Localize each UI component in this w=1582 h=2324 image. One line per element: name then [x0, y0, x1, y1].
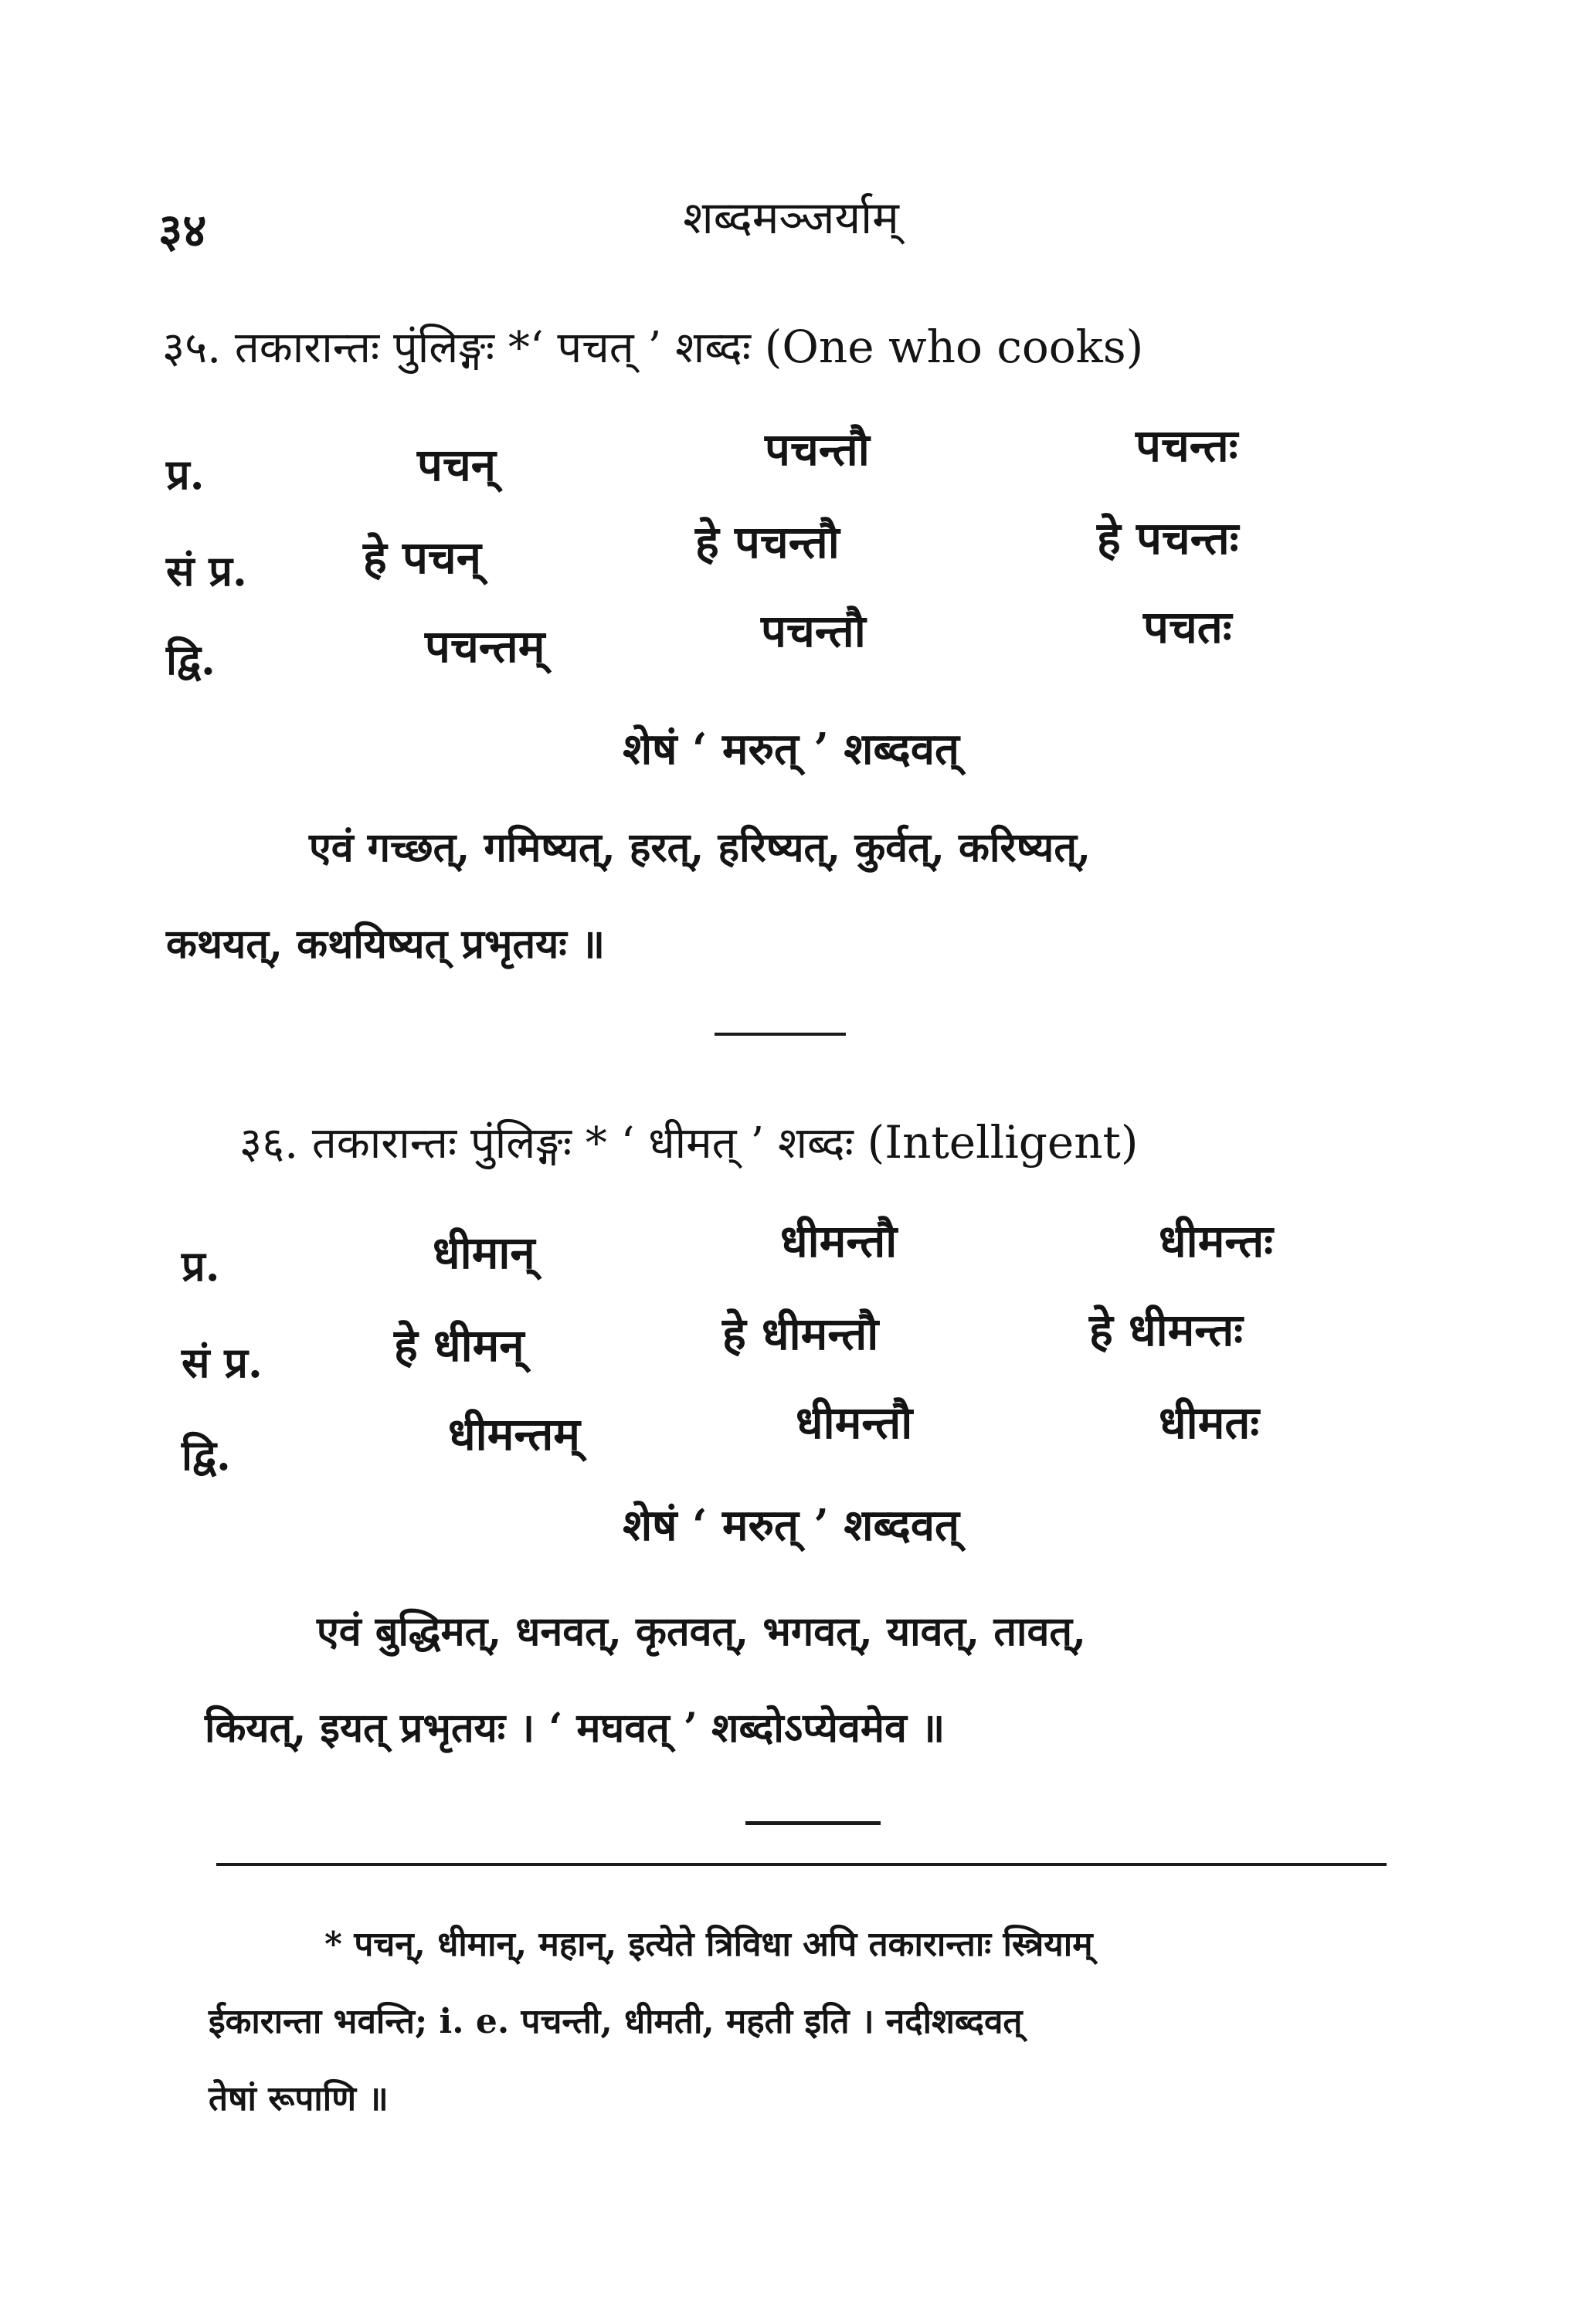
section-36-heading — [239, 1112, 1139, 1171]
form-dual: हे धीमन्तौ — [722, 1308, 879, 1360]
form-singular: धीमान् — [433, 1226, 535, 1279]
case-label: द्वि. — [166, 635, 216, 684]
form-singular: पचन्तम् — [425, 620, 545, 673]
form-plural: हे धीमन्तः — [1089, 1304, 1244, 1356]
form-plural: धीमन्तः — [1159, 1215, 1274, 1267]
section-35-heading — [162, 317, 1143, 375]
form-singular: पचन् — [417, 439, 496, 491]
running-head: शब्दमञ्जर्याम् — [683, 192, 899, 244]
page-number: ३४ — [158, 204, 207, 258]
form-plural: हे पचन्तः — [1097, 512, 1239, 565]
case-label: द्वि. — [182, 1430, 231, 1480]
paragraph-line: कियत्, इयत् प्रभृतयः । ‘ मघवत् ’ शब्दोऽप्येवमेव ॥ — [205, 1705, 945, 1752]
form-plural: पचन्तः — [1136, 419, 1238, 472]
section-number: ३६. — [239, 1118, 299, 1169]
form-singular: हे पचन् — [363, 531, 481, 584]
paragraph-line: कथयत्, कथयिष्यत् प्रभृतयः ॥ — [166, 921, 606, 968]
rest-declension-note: शेषं ‘ मरुत् ’ शब्दवत् — [623, 1500, 959, 1551]
form-dual: धीमन्तौ — [780, 1215, 898, 1267]
form-dual: हे पचन्तौ — [695, 516, 840, 568]
footnote-line: * पचन्, धीमान्, महान्, इत्येते त्रिविधा अपि तकारान्ताः स्त्रियाम् — [324, 1925, 1093, 1964]
form-dual: धीमन्तौ — [796, 1396, 913, 1449]
form-plural: धीमतः — [1159, 1396, 1260, 1449]
case-label: प्र. — [166, 450, 205, 499]
footnote-rule — [216, 1863, 1387, 1866]
form-dual: पचन्तौ — [765, 423, 870, 476]
form-singular: हे धीमन् — [394, 1319, 525, 1372]
english-gloss: (One who cooks) — [764, 321, 1144, 373]
form-singular: धीमन्तम् — [448, 1408, 580, 1461]
case-label: सं प्र. — [182, 1338, 263, 1387]
section-number: ३५. — [162, 323, 222, 373]
english-gloss: (Intelligent) — [867, 1116, 1139, 1169]
footnote-line: ईकारान्ता भवन्ति; i. e. पचन्ती, धीमती, महती इति । नदीशब्दवत् — [209, 2002, 1023, 2041]
paragraph-line: एवं बुद्धिमत्, धनवत्, कृतवत्, भगवत्, यावत्, तावत्, — [317, 1608, 1087, 1655]
form-plural: पचतः — [1143, 601, 1232, 653]
section-title: तकारान्तः पुंलिङ्गः *‘ पचत् ’ शब्दः — [234, 323, 751, 373]
case-label: सं प्र. — [166, 546, 247, 595]
section-title: तकारान्तः पुंलिङ्गः * ‘ धीमत् ’ शब्दः — [311, 1118, 854, 1169]
section-divider — [715, 1033, 846, 1036]
footnote-line: तेषां रूपाणि ॥ — [209, 2079, 389, 2119]
rest-declension-note: शेषं ‘ मरुत् ’ शब्दवत् — [623, 724, 959, 775]
paragraph-line: एवं गच्छत्, गमिष्यत्, हरत्, हरिष्यत्, कुर्वत्, करिष्यत्, — [309, 824, 1091, 871]
case-label: प्र. — [182, 1241, 220, 1291]
section-divider — [745, 1821, 881, 1825]
form-dual: पचन्तौ — [761, 605, 866, 657]
